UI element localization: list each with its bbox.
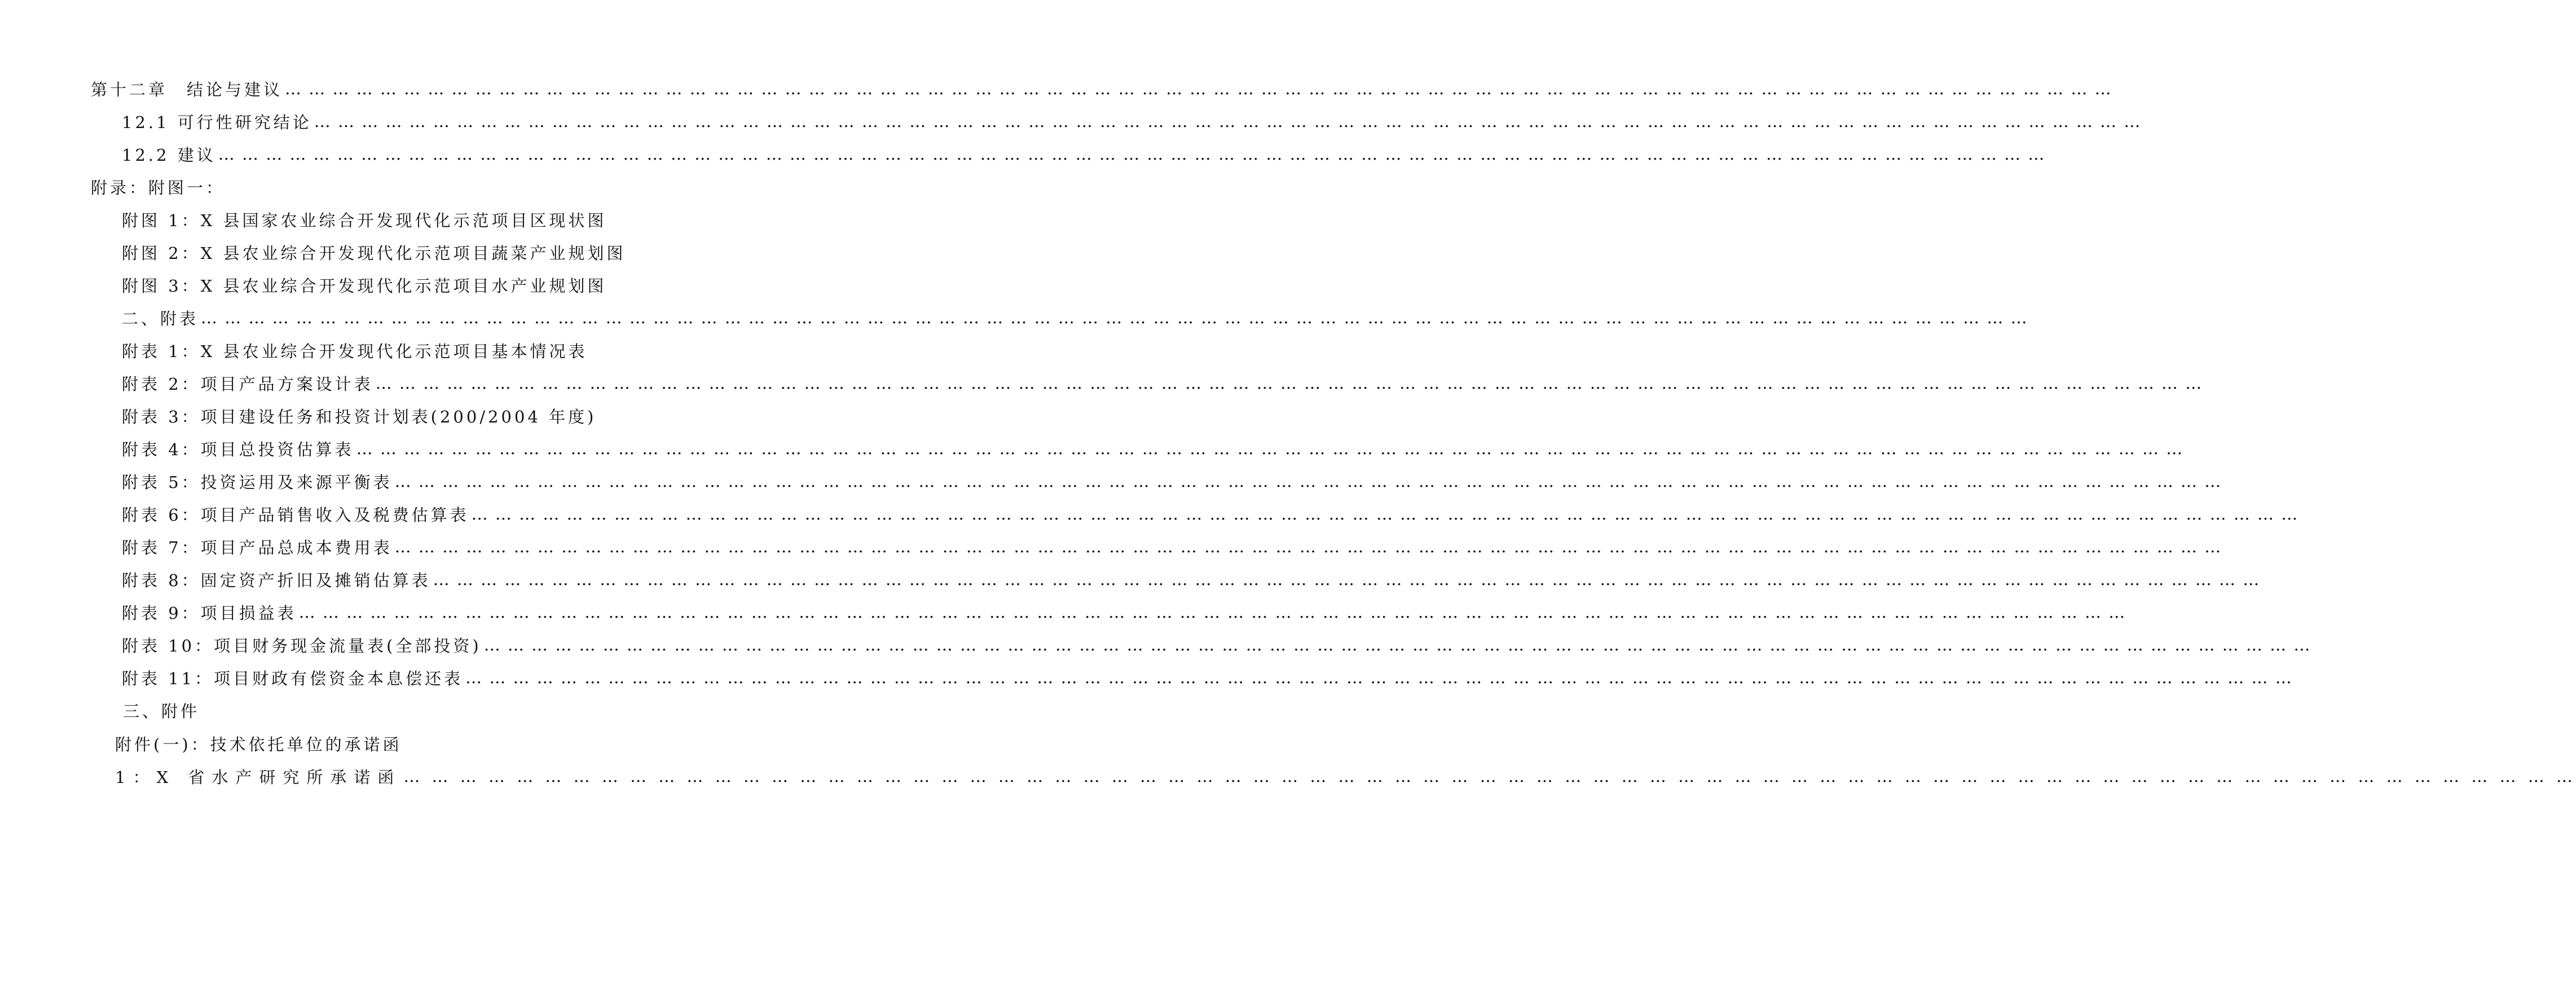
toc-entry-label: 附表 3：项目建设任务和投资计划表(200/2004 年度) bbox=[122, 407, 597, 426]
toc-entry-figure-1 bbox=[122, 207, 607, 232]
dot-leader: … … … … … … … … … … … … … … … … … … … … … … … … … … … … … … … … … … … … … … … … … … … … … … … … … … … … … … … … … … … … … … … … … … … … … … … … … … … … … bbox=[285, 79, 2112, 98]
toc-entry-attachments-heading bbox=[123, 698, 535, 723]
toc-entry-appendix-figures-heading bbox=[91, 174, 535, 199]
toc-entry-label: 第十二章 结论与建议 bbox=[91, 80, 283, 99]
toc-entry-label: 附表 8：固定资产折旧及摊销估算表 bbox=[122, 570, 431, 590]
dot-leader: … … … … … … … … … … … … … … … … … … … … … … … … … … … … … … … … … … … … … … … … … … … … … … … … … … … … … … … … … … … … … … … … … … … … … … … … … … … … … bbox=[471, 504, 2299, 523]
dot-leader: … … … … … … … … … … … … … … … … … … … … … … … … … … … … … … … … … … … … … … … … … … … … … … … … … … … … … … … … … … … … … … … … … … … … … … … … … … … … … bbox=[356, 439, 2184, 458]
toc-entry-label: 附件(一)：技术依托单位的承诺函 bbox=[115, 734, 402, 754]
toc-entry-table-11 bbox=[122, 665, 2293, 690]
toc-entry-table-9 bbox=[122, 600, 2126, 624]
toc-entry-label: 附录：附图一： bbox=[91, 178, 226, 197]
toc-entry-label: 12.1 可行性研究结论 bbox=[122, 112, 312, 132]
dot-leader: … … … … … … … … … … … … … … … … … … … … … … … … … … … … … … … … … … … … … … … … … … … … … … … … … … … … … … … … … … … … … … … … … … … … … … … … … … … … … bbox=[433, 570, 2261, 589]
dot-leader: … … … … … … … … … … … … … … … … … … … … … … … … … … … … … … … … … … … … … … … … … … … … … … … … … … … … … … … … … … … … … … … … … … … … … … … … … … … … … bbox=[483, 635, 2311, 654]
toc-entry-label: 附表 1：X 县农业综合开发现代化示范项目基本情况表 bbox=[122, 341, 588, 361]
toc-entry-table-8 bbox=[122, 567, 2261, 592]
toc-entry-label: 附图 2：X 县农业综合开发现代化示范项目蔬菜产业规划图 bbox=[122, 243, 626, 263]
dot-leader: … … … … … … … … … … … … … … … … … … … … … … … … … … … … … … … … … … … … … … … … … … … … … … … … … … … … … … … … … … … … … … … … … … … … … … … … … … … … … bbox=[465, 668, 2293, 687]
toc-entry-table-7 bbox=[122, 534, 2222, 559]
toc-entry-label: 附图 1：X 县国家农业综合开发现代化示范项目区现状图 bbox=[122, 210, 607, 230]
toc-entry-chapter-12 bbox=[91, 76, 2112, 101]
toc-entry-table-10 bbox=[122, 632, 2311, 657]
dot-leader: … … … … … … … … … … … … … … … … … … … … … … … … … … … … … … … … … … … … … … … … … … … … … … … … … … … … … … … … … … … … … … … … … … … … … … … … … … … … … bbox=[375, 373, 2203, 393]
dot-leader: … … … … … … … … … … … … … … … … … … … … … … … … … … … … … … … … … … … … … … … … … … … … … … … … … … … … … … … … … … … … … … … … … … … … … … … … … … … … … bbox=[394, 472, 2222, 491]
toc-entry-attachment-1-item-1 bbox=[115, 764, 2576, 789]
toc-entry-attachment-1-heading bbox=[115, 731, 535, 756]
toc-entry-label: 附表 7：项目产品总成本费用表 bbox=[122, 538, 393, 557]
dot-leader: … … … … … … … … … … … … … … … … … … … … … … … … … … … … … … … … … … … … … … … … … … … … … … … … … … … … … … … … … … … … … … … … … … … … … … … … … … … … … bbox=[218, 144, 2046, 164]
toc-entry-appendix-tables-heading bbox=[122, 305, 2028, 330]
toc-entry-figure-2 bbox=[122, 240, 626, 265]
toc-entry-section-12-1 bbox=[122, 109, 2142, 134]
toc-entry-figure-3 bbox=[122, 272, 607, 297]
toc-entry-table-4 bbox=[122, 436, 2184, 461]
toc-entry-table-6 bbox=[122, 501, 2299, 526]
toc-entry-label: 附图 3：X 县农业综合开发现代化示范项目水产业规划图 bbox=[122, 276, 607, 296]
toc-entry-label: 附表 11：项目财政有偿资金本息偿还表 bbox=[122, 668, 464, 688]
toc-entry-table-3 bbox=[122, 403, 597, 428]
toc-entry-label: 附表 10：项目财务现金流量表(全部投资) bbox=[122, 636, 482, 655]
toc-entry-label: 二、附表 bbox=[122, 309, 199, 328]
dot-leader: … … … … … … … … … … … … … … … … … … … … … … … … … … … … … … … … … … … … … … … … … … … … … … … … … … … … … … … … … … … … … … … … … … … … … … … … … … … … … bbox=[201, 308, 2028, 327]
toc-entry-label: 附表 2：项目产品方案设计表 bbox=[122, 374, 373, 394]
dot-leader: … … … … … … … … … … … … … … … … … … … … … … … … … … … … … … … … … … … … … … … … … … … … … … … … … … … … … … … … … … … … … … … … … … … … … … … … … … … … … bbox=[314, 112, 2142, 131]
toc-entry-label: 12.2 建议 bbox=[122, 145, 216, 165]
toc-entry-label: 附表 6：项目产品销售收入及税费估算表 bbox=[122, 505, 469, 525]
toc-entry-label: 附表 5：投资运用及来源平衡表 bbox=[122, 472, 393, 492]
dot-leader: … … … … … … … … … … … … … … … … … … … … … … … … … … … … … … … … … … … … … … … … … … … … … … … … … … … … … … … … … … … … … … … … … … … … … … … … … … … … … bbox=[298, 602, 2126, 622]
toc-entry-label: 附表 4：项目总投资估算表 bbox=[122, 439, 354, 459]
toc-entry-section-12-2 bbox=[122, 142, 2046, 166]
toc-entry-table-2 bbox=[122, 371, 2203, 395]
toc-entry-label: 三、附件 bbox=[123, 701, 200, 721]
toc-entry-table-1 bbox=[122, 338, 588, 363]
dot-leader: … … … … … … … … … … … … … … … … … … … … … … … … … … … … … … … … … … … … … … … … … … … … … … … … … … … … … … … … … … … … … … … … … … … … … … … … … … … … … bbox=[403, 767, 2576, 786]
toc-entry-table-5 bbox=[122, 469, 2222, 494]
toc-entry-label: 1：X 省水产研究所承诺函 bbox=[115, 767, 402, 787]
dot-leader: … … … … … … … … … … … … … … … … … … … … … … … … … … … … … … … … … … … … … … … … … … … … … … … … … … … … … … … … … … … … … … … … … … … … … … … … … … … … … bbox=[394, 537, 2222, 556]
toc-entry-label: 附表 9：项目损益表 bbox=[122, 603, 297, 623]
